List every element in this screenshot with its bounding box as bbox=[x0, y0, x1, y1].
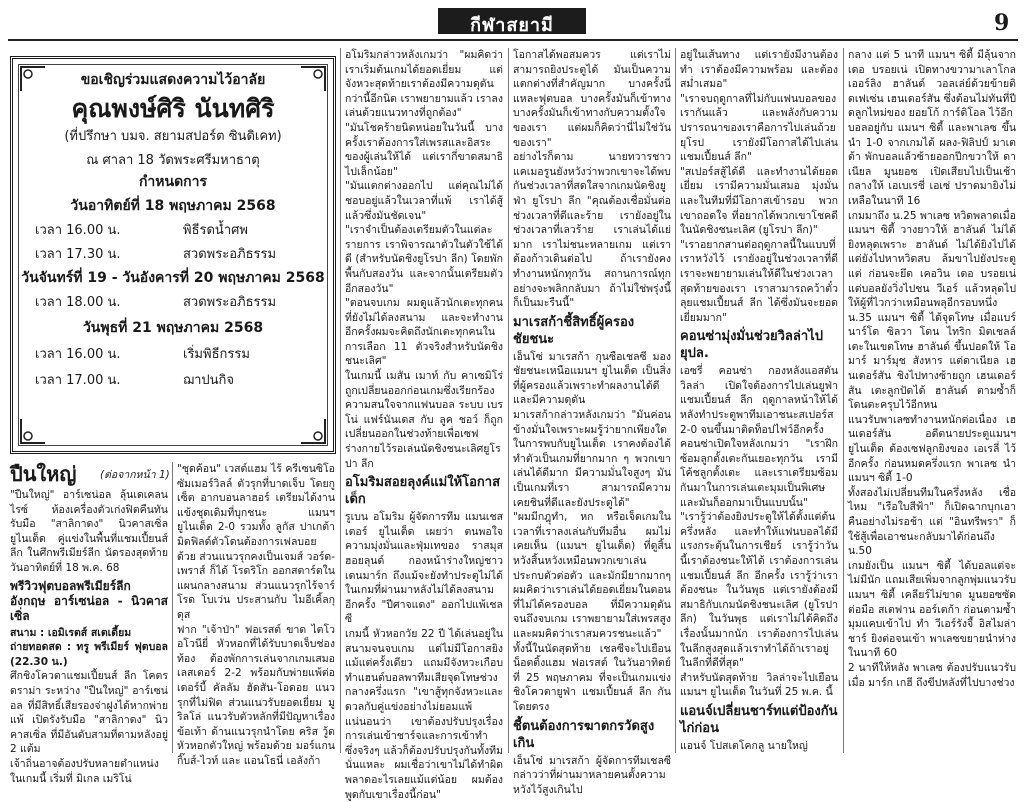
column-divider bbox=[843, 48, 844, 753]
corner-ornament-icon bbox=[19, 417, 47, 445]
paragraph: อโมริมกล่าวหลังเกมว่า "ผมคิดว่าเราเริ่มต้นเกมได้ยอดเยี่ยม แต่จังหวะสุดท้ายเราต้องมีความดุดันกว่านี้อีกนิด เราพยายามแล้ว เราลงเล่นด้วยแนวทางที่ถูกต้อง" bbox=[345, 49, 503, 120]
schedule-date: วันพุธที่ 21 พฤษภาคม 2568 bbox=[82, 320, 264, 336]
obituary-intro: ขอเชิญร่วมแสดงความไว้อาลัย bbox=[80, 72, 266, 88]
header-rule bbox=[8, 39, 1018, 41]
paragraph: เอ็นโซ่ มาเรสก้า ผู้จัดการทีมเชลซี กล่าวว่าที่ผ่านมาหลายคนตั้งความหวังไว้สูงเกินไป bbox=[513, 754, 671, 796]
paragraph: ทั้งนี้ในนัดสุดท้าย เชลซีจะไปเยือนน็อตติ้งแฮม ฟอเรสต์ ในวันอาทิตย์ที่ 25 พฤษภาคม ที่จะเป็นเกมแข่งชิงโควตายูฟ่า แชมเปี้ยนส์ ลีก กันโดยตรง bbox=[513, 642, 671, 713]
paragraph: "มันแตกต่างออกไป แต่คุณไม่ได้ชอบอยู่แล้วในเวลาที่แพ้ เราได้สู้แล้วซึ่งมันชัดเจน" bbox=[345, 180, 503, 222]
paragraph: เอซรี่ คอนซ่า กองหลังแอสตัน วิลล่า เปิดใจต้องการไปเล่นยูฟ่าแชมเปี้ยนส์ ลีก ฤดูกาลหน้าให้ได้ หลังทำประตูพาทีมเอาชนะสเปอร์ส 2-0 จนขึ้นมาติดท็อปไฟว์อีกครั้ง bbox=[680, 365, 838, 436]
column-divider bbox=[340, 48, 341, 753]
paragraph: สำหรับนัดสุดท้าย วิลล่าจะไปเยือนแมนฯ ยูไนเต็ด ในวันที่ 25 พ.ค. นี้ bbox=[680, 671, 838, 699]
schedule-row bbox=[35, 219, 305, 237]
paragraph: อยู่ในเส้นทาง แต่เรายังมีงานต้องทำ เราต้องมีความพร้อม และต้องสม่ำเสมอ" bbox=[680, 49, 838, 91]
schedule-event: สวดพระอภิธรรม bbox=[183, 247, 277, 262]
schedule-event: สวดพระอภิธรรม bbox=[183, 295, 277, 310]
column-divider bbox=[508, 48, 509, 753]
paragraph: กลาง แต่ 5 นาที แมนฯ ซิตี้ มีลุ้นจากเดอ บรอยเน่ เปิดทางขวามาเลาโกลเออร์ลิง ฮาลันด์ วอลเล่ย์ด้วยข้ายติดเฟเซ่น เฮนเดอร์สัน ซึ่งต้อนไม่ทันที่ปีดลูกไหม่ของ ยอยโก้ การ์ดิโอล ไว้อีก bbox=[848, 49, 1016, 120]
schedule-time: เวลา 17.00 น. bbox=[35, 373, 121, 388]
paragraph: "ชุดค้อน" เวสต์แฮม ไร้ ครีเซนซิโอ ซัมเมอร์วิลล์ ตัวรุกที่บาดเจ็บ โดยกูเซ็ต อากบอนลาฮอร์ เตรียมได้งานแข้งชุดเดิมที่บุกชนะ แมนฯ ยูไนเต็ด 2-0 รวมทั้ง ลูกัส ปาเกต้า มิดฟิลด์ตัวโดนต้องการเฟลบอยด้วย ส่วนแนวรุกคงเป็นเจมส์ วอร์ด-เพราส์ ก็ได้ โรดริโก ออกสตาร์ตในแผนกลางสนาม ส่วนแนวรุกไร้จาร์โรด โบเว่น ประสานกับ ไมอีเคิ้ลกุดุส bbox=[177, 463, 335, 621]
paragraph: 2 นาทีให้หลัง พาเลซ ต้องปรับแนวรับเมื่อ มาร์ก เกฮี ถึงขีปหลังที่ไปบางช่วง bbox=[848, 661, 1016, 689]
paragraph: "เราจำเป็นต้องเตรียมตัวในแต่ละรายการ เราพิจารณาตัวในตัวใช้ได้ดี (สำหรับนัดชิงยูโรปา ลีก) โดยพักพื้นกับสองวัน และจากนั้นเตรียมตัวอีกสองวัน" bbox=[345, 224, 503, 295]
preview-heading: พรีวิวฟุตบอลพรีเมียร์ลีก อังกฤษ อาร์เซน่อล - นิวคาสเซิ่ล bbox=[10, 578, 168, 623]
column-divider bbox=[675, 48, 676, 753]
subheading: ชี้ตนต้องการฆาตกรวัดสูงเกิน bbox=[513, 718, 655, 751]
schedule-time: เวลา 16.00 น. bbox=[35, 347, 121, 362]
paragraph: มาเรสก้ากล่าวหลังเกมว่า "มันค่อนข้างมั่นใจเพราะผมรู้ว่ายากเพียงใดในการพบกับยูไนเต็ด เราคงต้องได้ทำตัวเป็นเกมที่ยากมาก ๆ พวกเขาเล่นได้ดีมาก มีความมั่นใจสูงๆ มันเป็นเกมที่เรา สามารถมีความเคยชินที่ดีและยังประตูได้" bbox=[513, 409, 671, 509]
schedule-event: พิธีรดน้ำศพ bbox=[183, 223, 248, 238]
paragraph: ในเกมนี้ เมสัน เมาท์ กับ คาเซมิโร่ ถูกเปลี่ยนออกก่อนเกมซึ่งเรียกร้องความสนใจจากแฟนบอล ระบบ เบรโน่ แฟร์นันเดส กับ ลูค ชอว์ ก็ถูกเปลี่ยนออกในช่วงท้ายเพื่อเซฟร่างกายไว้รอเล่นนัดชิงชนะเลิศยูโรปา ลีก bbox=[345, 370, 503, 470]
schedule-time: เวลา 18.00 น. bbox=[35, 295, 121, 310]
subheading: คอนซ่ามุ่งมั่นช่วยวิลล่าไปยุปล. bbox=[680, 329, 823, 362]
paragraph: อย่างไรก็ตาม นายทวารชาวแคเมอรูนยังหวังว่าพวกเขาจะได้พบกันช่วงเวลาที่สดใสจากเกมนัดชิงยูฟ่า ยูโรปา ลีก "คุณต้องเชื่อมั่นต่อช่วงเวลาที่ดีและร้าย เรายังอยู่ในช่วงเวลาที่เลวร้าย เราเล่นได้แย่มาก เราไม่ชนะหลายเกม แต่เราต้องก้าวเดินต่อไป ถ้าเรายังคงทำงานหนักทุกวัน สถานการณ์ทุกอย่างจะพลิกกลับมา ถ้าไม่ใช่พรุ่งนี้ก็เป็นมะรืนนี้" bbox=[513, 151, 671, 310]
corner-ornament-icon bbox=[299, 417, 327, 445]
paragraph: "เรารู้ว่าต้องยิงประตูให้ได้ตั้งแต่ต้นครึ่งหลัง และทำให้แฟนบอลได้มีแรงกระตุ้นในการเชียร์ เรารู้ว่าวันนี้เราต้องชนะให้ได้ เราต้องการเล่นแชมเปี้ยนส์ ลีก อีกครั้ง เรารู้ว่าเราต้องชนะ ในวันพุธ แต่เรายังต้องมีสมาธิกับเกมนัดชิงชนะเลิศ (ยูโรปา ลีก) ในวันพุธ แต่เราไม่ได้คิดถึงเรื่องนั้นมากนัก เราต้องการไปเล่นในลีกสูงสุดแล้วเราทำได้ถ้าเราอยู่ในลีกที่ดีที่สุด" bbox=[680, 511, 838, 670]
article-column-6 bbox=[848, 48, 1016, 752]
paragraph: เกมมาถึง น.25 พาเลซ หวิดพลาดเมื่อแมนฯ ซิตี้ วางยาวให้ ฮาลันด์ ไม่ได้ยิงหลุดเพราะ ฮาลันด์ ไม่ได้ยิงไปได้ แต่ยังไปหาหวิดสบ ล้มขาไปยังประตูแต่ ก่อนจะยึด เคอวิน เดอ บรอยเน่ แต่บอลยังวิ่งไปชน วีเอร์ แล้วหลุดไปให้ผู้ที่ไวกว่าเหมือนพลุอีกรอบหนึ่ง bbox=[848, 209, 1016, 310]
paragraph: เจ้าถิ่นอาจต้องปรับหลายตำแหน่งในเกมนี้ เริ่มที่ มิเกล เมริโน่ bbox=[10, 757, 159, 785]
paragraph: "ปืนใหญ่" อาร์เซน่อล ลุ้นเดเคลน ไรซ์ ห้องเครื่องตัวเก่งฟิตคืนทันรับมือ "สาลิกาดง" นิวคาสเซิ่ล ยูไนเต็ด คู่แข่งในพื้นที่แชมเปี้ยนส์ ลีก ในศึกพรีเมียร์ลีก นัดรองสุดท้าย วันอาทิตย์ที่ 18 พ.ค. 68 bbox=[10, 489, 168, 574]
paragraph: เอ็นโซ่ มาเรสก้า กุนซือเชลซี มองชัยชนะเหนือแมนฯ ยูไนเต็ด เป็นสิ่งที่ผู้ครองแล้วเพราะทำผลงานได้ดีและมีความดุดัน bbox=[513, 350, 671, 407]
paragraph: "มันโชคร้ายนิดหน่อยในวันนี้ บางครั้งเราต้องการใส่เพรสและอิสระของผู้เล่นให้ได้ แต่เรากี่ขาดสมาธิไปเล็กน้อย" bbox=[345, 121, 503, 178]
paragraph: ศึกชิงโควตาแชมเปี้ยนส์ ลีก โคตรดราม่า ระหว่าง "ปืนใหญ่" อาร์เซน่อล ที่มีสิทธิ์เสียรองจ่าฝูงได้หากพ่ายแพ้ เปิดรังรับมือ "สาลิกาดง" นิวคาสเซิ่ล ที่มีอันดับสามที่ตามหลังอยู่ 2 แต้ม bbox=[10, 670, 168, 756]
paragraph: โอกาสได้พอสมควร แต่เราไม่สามารถยิงประตูได้ มันเป็นความแตกต่างที่สำคัญมาก บางครั้งนี่แหละฟุตบอล บางครั้งมันก็เข้าทาง บางครั้งมันก็เข้าทางกับความตั้งใจของเรา แต่ผมก็คิดว่านี่ไม่ใช่วันของเรา" bbox=[513, 49, 671, 149]
paragraph: "เราอยากสานต่อฤดูกาลนี้ในแบบที่เราหวังไว้ เรายังอยู่ในช่วงเวลาที่ดีเราจะพยายามเล่นให้ดีในช่วงเวลาสุดท้ายของเรา เราสามารถคว้าตั๋วลุยแชมเปี้ยนส์ ลีก ได้ซึ่งมันจะยอดเยี่ยมมาก" bbox=[680, 238, 838, 324]
subheading: แอนจ์เปลี่ยนชาร์ทแต่ป้องกันไก่ก่อน bbox=[680, 703, 838, 736]
column-divider bbox=[172, 462, 173, 753]
schedule-row bbox=[35, 243, 305, 261]
schedule-event: เริ่มพิธีกรรม bbox=[183, 347, 250, 362]
paragraph: คอนซ่าเปิดใจหลังเกมว่า "เราฝึกซ้อมลูกตั้งเตะกันเยอะทุกวัน เรามีโค้ชลูกตั้งเตะ และเราเตรียมซ้อมกันมาในการเล่นเตะมุมเป็นพิเศษ และมันก็ออกมาเป็นแบบนั้น" bbox=[680, 438, 838, 509]
page-number: 9 bbox=[994, 10, 1010, 36]
obituary-box bbox=[10, 56, 336, 454]
article-column-5 bbox=[680, 48, 838, 752]
paragraph: น.35 แมนฯ ซิตี้ ได้จุดโทษ เมื่อแบร์นาร์โด ซิลวา โดน ไทริก มิตเชลล์ เตะในเขตโทษ ฮาลันด์ ขึ้นปอดให้ โอมาร์ มาร์มุช สังหาร แต่ดาเนียล เฮนเดอร์สัน ชิงไปทางซ้ายถูก เฮนเดอร์สัน เตะลูกปัดได้ ฮาลันด์ ตามซ้ำก็โดนตะครุบไว้อีกหน bbox=[848, 311, 1016, 412]
paragraph: เกมยังเป็น แมนฯ ซิตี้ ได้บอลแต่จะไม่มีนัก แถมเสียเพิ่มจากลูกพุ่มแนวรับแมนฯ ซิตี้ เคลียร์ไม่ขาด มูนยอซซัดต่อมือ สเตฟาน ออร์เตก้า ก่อนตามซ้ำมุมแคบเข้าไป ทำ วีเอร์รังจี้ อิสไมล่าชาร์ ยิงต่อจนเข้า พาเลซขยายนำห่างในนาที 60 bbox=[848, 559, 1016, 660]
schedule-row bbox=[35, 369, 305, 387]
article-continued-note: (ต่อจากหน้า 1) bbox=[100, 469, 170, 481]
schedule-date: วันจันทร์ที่ 19 - วันอังคารที่ 20 พฤษภาคม 2568 bbox=[21, 270, 325, 286]
paragraph: บอลอยู่กับ แมนฯ ซิตี้ และพาเลซ ขึ้นนำ 1-0 จากเกมได้ ผลง-ฟิลิปป์ มาเตต้า พักบอลแล้วซ้ายออกปีกขวาให้ ดาเนียล มูนยอซ เปิดเสียบไปเป็นเช้ากลางให้ เอเบเรชี่ เอเซ่ ปราดมายิงไม่เหลือในนาที 16 bbox=[848, 121, 1016, 207]
article-column-2 bbox=[177, 462, 335, 767]
stadium-line: สนาม : เอมิเรตส์ สเตเดี้ยม bbox=[10, 626, 132, 639]
paragraph: "ผมมีกฎุทำ, หก หรือเจ็ดเกมในเวลาที่เราลงเล่นกับทีมอื่น ผมไม่เคยเห็น (แมนฯ ยูไนเต็ด) ที่ดูสิ้นหวังสิ้นหวังเหมือนพวกเขาเล่นประกบตัวต่อตัว และมักมียากมากๆ ผมคิดว่าเราเล่นได้ยอดเยี่ยมในตอนที่ไม่ได้ครองบอล ที่มีความดุดันจนถึงจบเกม เราพยายามใส่เพรสสูง และผมคิดว่าเราสมควรชนะแล้ว" bbox=[513, 511, 671, 640]
schedule-row bbox=[35, 343, 305, 361]
schedule-time: เวลา 16.00 น. bbox=[35, 223, 121, 238]
paragraph: ฟาก "เจ้าป่า" ฟอเรสต์ ขาด ไตโว อโวนียี่ หัวหอกที่ได้รับบาดเจ็บช่องท้อง ต้องพักการเล่นจากเกมเสมอเลสเตอร์ 2-2 พร้อมกับพ่ายแพ้ต่อ เดอร์บี้ คัลลัม ฮัดสัน-โอดอย แนวรุกที่ไม่ฟิต ส่วนแนวรับยอดเยี่ยม มูริลโล่ แนวรับตัวหลักที่มีปัญหาเรื่องข้อเท้า ด้านแนวรุกนำโดย คริส วู้ด หัวหอกตัวใหญ่ พร้อมด้วย มอร์แกน กิ๊บส์-ไวท์ และ แอนโธนี่ เอลังก้า bbox=[177, 623, 335, 767]
paragraph: เกมนี้ หัวหอกวัย 22 ปี ได้เล่นอยู่ในสนามจนจบเกม แต่ไม่มีโอกาสยิงแม้แต่ครั้งเดียว แถมมีจังหวะเกือบทำแฮนด์บอลพาทีมเสียจุดโทษช่วงกลางครึ่งแรก "เขาสู้ทุกจังหวะและ ดวลกับคู่แข่งอย่างไม่ยอมแพ้ แน่นอนว่า เขาต้องปรับปรุงเรื่องการเล่นเข้าชาร์จและการเข้าทำ ซึ่งจริงๆ แล้วก็ต้องปรับปรุงกันทั้งทีม นั่นแหละ ผมเชื่อว่าเขาไม่ได้ทำผิดพลาดอะไรเลยแม้แต่น้อย ผมต้องพูดกับเขาเรื่องนี้ก่อน" bbox=[345, 627, 503, 801]
subheading: อโมริมสอยลุงค์แม่ให้โอกาสเด็ก bbox=[345, 475, 501, 508]
schedule-time: เวลา 17.30 น. bbox=[35, 247, 121, 262]
paragraph: แนวรับพาเลซทำงานหนักต่อเนื่อง เฮนเดอร์สัน อดีตนายประตูแมนฯ ยูไนเต็ด ต้องเซฟลูกยิงของ เอเรลี่ ไว้อีกครั้ง ก่อนหมดครึ่งแรก พาเลซ นำ แมนฯ ซิตี้ 1-0 bbox=[848, 413, 1016, 485]
article-column-4 bbox=[513, 48, 671, 796]
paragraph: ทั้งสองไม่เปลี่ยนทีมในครึ่งหลัง เชื่อไหม "เรือใบสีฟ้า" ก็เปิดฉากบุกเอาคืนอย่างไม่รอช้า แต่ "อินทรีพรา" ก็ใช้สู้เพื่อเอาชนะกลับมาได้ก่อนถึง น.50 bbox=[848, 486, 1016, 558]
page-header bbox=[0, 0, 1024, 46]
paragraph: รูเบน อโมริม ผู้จัดการทีม แมนเชสเตอร์ ยูไนเต็ด เผยว่า ตนพอใจความมุ่งมั่นและฟุ่มเทของ ราสมุส ฮอยลุนด์ กองหน้าร่างใหญ่ชาวเดนมาร์ก ถึงแม้จะยังทำประตูไม่ได้ในเกมที่ผ่านมาหลังไม่ได้ลงสนามอีกครั้ง "ปีศาจแดง" ออกไปแพ้เชลซี bbox=[345, 511, 503, 626]
paragraph: "สเปอร์สสู้ได้ดี และทำงานได้ยอดเยี่ยม เรามีความมั่นเสมอ มุ่งมั่นและในทีมที่มีโอกาสเข้ารอบ พวกเขาถอดใจ ที่อยากได้พวกเขาโชคดีในนัดชิงชนะเลิศ (ยูโรปา ลีก)" bbox=[680, 165, 838, 237]
schedule-title: กำหนดการ bbox=[138, 174, 208, 190]
schedule-row bbox=[35, 291, 305, 309]
section-banner-text: กีฬาสยามี bbox=[470, 15, 554, 36]
article-title: ปืนใหญ่ bbox=[10, 462, 77, 486]
obituary-name: คุณพงษ์ศิริ นันทศิริ bbox=[71, 94, 275, 123]
schedule-event: ฌาปนกิจ bbox=[183, 373, 235, 388]
paragraph: แอนจ์ โปสเตโคกลู นายใหญ่ bbox=[680, 739, 808, 752]
obituary-position: (ที่ปรึกษา บมจ. สยามสปอร์ต ซินดิเคท) bbox=[64, 129, 282, 144]
broadcast-line: ถ่ายทอดสด : ทรู พรีเมียร์ ฟุตบอล (22.30 น.) bbox=[10, 641, 168, 668]
paragraph: "เราจบฤดูกาลที่ไม่กับแฟนบอลของเรากันแล้ว และพลังกับความปรารถนาของเราคือการไปเล่นถ้วยยุโรป เรายังมีโอกาสได้ไปเล่นแชมเปี้ยนส์ ลีก" bbox=[680, 92, 838, 164]
article-column-3 bbox=[345, 48, 503, 801]
paragraph: "ตอนจบเกม ผมดูแล้วนักเตะทุกคนที่ยังไม่ได้ลงสนาม และจะทำงานอีกครั้งผมจะคิดถึงนักเตะทุกคนในการเลือก 11 ตัวจริงสำหรับนัดชิงชนะเลิศ" bbox=[345, 297, 503, 368]
subheading: มาเรสก้าชี้สิทธิ์ผู้ครองชัยชนะ bbox=[513, 314, 635, 347]
obituary-venue: ณ ศาลา 18 วัดพระศรีมหาธาตุ bbox=[86, 153, 260, 168]
section-banner bbox=[438, 8, 586, 34]
article-column-1 bbox=[10, 488, 168, 785]
schedule-date: วันอาทิตย์ที่ 18 พฤษภาคม 2568 bbox=[70, 198, 276, 214]
